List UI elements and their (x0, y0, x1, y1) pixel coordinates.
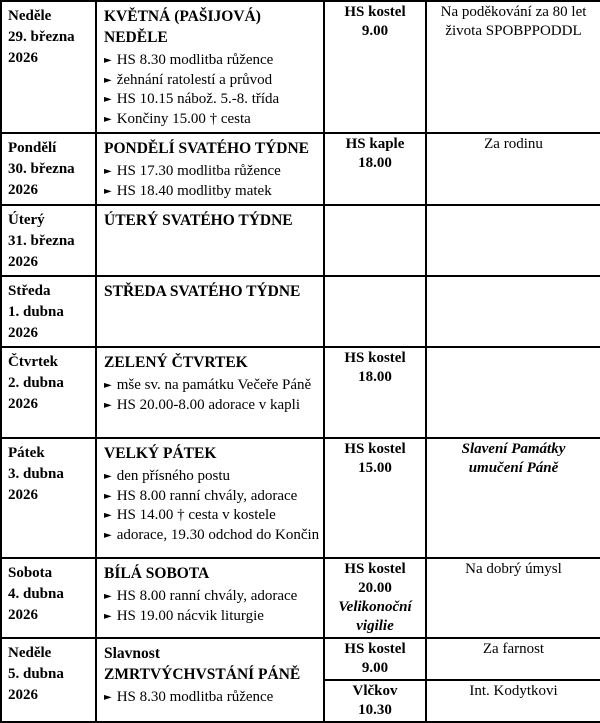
bullet-icon: ► (104, 692, 112, 703)
table-row (1, 205, 600, 276)
title-line: NEDĚLE (104, 29, 168, 46)
intention-cell (426, 438, 600, 558)
day-date: 29. března (8, 29, 75, 45)
day-name: Neděle (8, 8, 52, 24)
day-year: 2026 (8, 396, 38, 412)
feast-title (104, 352, 320, 373)
title-line: ÚTERÝ SVATÉHO TÝDNE (104, 212, 293, 229)
day-name: Neděle (8, 645, 52, 661)
intention-cell (426, 347, 600, 438)
event-item (104, 52, 320, 71)
place-line: 18.00 (358, 155, 392, 171)
day-cell (1, 558, 96, 638)
table-row (1, 558, 600, 638)
day-date: 1. dubna (8, 304, 64, 320)
description-cell (96, 558, 324, 638)
event-text: HS 20.00-8.00 adorace v kapli (116, 396, 300, 413)
event-text: HS 8.00 ranní chvály, adorace (116, 588, 298, 604)
event-text: Končiny 15.00 † cesta (116, 110, 251, 127)
place-time-cell (324, 638, 426, 680)
event-item (104, 397, 320, 416)
day-date: 3. dubna (8, 466, 64, 482)
event-text: HS 14.00 † cesta v kostele (116, 507, 276, 523)
bullet-icon: ► (104, 490, 112, 502)
event-item (104, 163, 320, 182)
day-year: 2026 (8, 687, 38, 703)
place-line: 10.30 (358, 702, 392, 718)
description-cell (96, 347, 324, 438)
table-row (1, 1, 600, 133)
place-time-cell (324, 133, 426, 205)
table-row (1, 347, 600, 438)
day-year: 2026 (8, 607, 38, 623)
day-date: 31. března (8, 233, 75, 249)
event-text: den přísného postu (116, 468, 231, 484)
event-item (104, 527, 320, 546)
place-line: HS kostel (344, 4, 406, 20)
day-date: 5. dubna (8, 666, 64, 682)
description-cell (96, 133, 324, 205)
bullet-icon: ► (104, 399, 112, 411)
place-line: 9.00 (361, 660, 389, 676)
day-year: 2026 (8, 50, 38, 66)
event-item (104, 488, 320, 507)
intention-cell (426, 1, 600, 133)
place-line: 18.00 (358, 369, 392, 385)
feast-title (104, 6, 320, 48)
event-item (104, 183, 320, 202)
place-line: HS kostel (344, 641, 406, 657)
day-date: 30. března (8, 161, 75, 177)
place-line: 15.00 (358, 460, 392, 476)
table-row (1, 133, 600, 205)
place-time-cell (324, 1, 426, 133)
day-cell (1, 1, 96, 133)
bullet-icon: ► (104, 113, 112, 125)
place-note: Velikonoční vigilie (338, 599, 412, 634)
day-name: Sobota (8, 565, 53, 581)
description-cell (96, 1, 324, 133)
description-cell (96, 276, 324, 347)
feast-title (104, 443, 320, 464)
place-line: HS kaple (345, 136, 405, 152)
title-line: STŘEDA SVATÉHO TÝDNE (104, 283, 301, 300)
place-time-cell (324, 276, 426, 347)
day-cell (1, 438, 96, 558)
place-line: HS kostel (344, 561, 406, 577)
place-line: 9.00 (361, 23, 389, 39)
table-row (1, 276, 600, 347)
feast-title (104, 138, 320, 159)
event-item (104, 468, 320, 487)
day-cell (1, 638, 96, 722)
event-item (104, 377, 320, 396)
event-text: adorace, 19.30 odchod do Končin (116, 526, 320, 543)
day-name: Čtvrtek (8, 354, 58, 370)
day-year: 2026 (8, 325, 38, 341)
day-year: 2026 (8, 487, 38, 503)
bullet-icon: ► (104, 529, 112, 541)
intention-cell (426, 558, 600, 638)
day-year: 2026 (8, 182, 38, 198)
event-text: HS 8.30 modlitba růžence (116, 52, 274, 68)
event-item (104, 588, 320, 607)
event-text: HS 8.30 modlitba růžence (116, 689, 274, 705)
place-line: HS kostel (344, 441, 406, 457)
intention-text: Na dobrý úmysl (465, 561, 562, 577)
intention-cell (426, 638, 600, 680)
day-date: 2. dubna (8, 375, 64, 391)
event-item (104, 689, 320, 708)
feast-title (104, 563, 320, 584)
bullet-icon: ► (104, 591, 112, 602)
feast-title (104, 643, 320, 685)
bullet-icon: ► (104, 510, 112, 521)
day-name: Pondělí (8, 140, 57, 156)
intention-text: Int. Kodytkovi (469, 683, 558, 699)
event-item (104, 91, 320, 110)
intention-cell (426, 133, 600, 205)
place-line: 20.00 (358, 580, 392, 596)
event-text: HS 8.00 ranní chvály, adorace (116, 487, 298, 504)
title-line: ZMRTVÝCHVSTÁNÍ PÁNĚ (104, 666, 301, 683)
event-text: HS 19.00 nácvik liturgie (116, 607, 264, 624)
table-row (1, 438, 600, 558)
event-text: HS 17.30 modlitba růžence (116, 163, 281, 179)
feast-title (104, 210, 320, 231)
event-text: mše sv. na památku Večeře Páně (116, 377, 312, 393)
intention-cell (426, 276, 600, 347)
intention-cell (426, 205, 600, 276)
bullet-icon: ► (104, 185, 112, 197)
title-line: KVĚTNÁ (PAŠIJOVÁ) (104, 8, 261, 25)
day-name: Středa (8, 283, 51, 299)
place-time-cell (324, 205, 426, 276)
intention-text: Na poděkování za 80 let života SPOBPPODDL (440, 4, 587, 39)
event-text: žehnání ratolestí a průvod (116, 71, 273, 88)
day-name: Pátek (8, 445, 45, 461)
intention-text: Za farnost (482, 641, 545, 657)
day-cell (1, 276, 96, 347)
day-date: 4. dubna (8, 586, 64, 602)
intention-text: Slavení Památky umučení Páně (461, 441, 566, 476)
day-year: 2026 (8, 254, 38, 270)
event-item (104, 507, 320, 526)
title-line: ZELENÝ ČTVRTEK (104, 354, 248, 371)
intention-cell (426, 680, 600, 722)
event-item (104, 111, 320, 130)
title-line: BÍLÁ SOBOTA (104, 565, 210, 582)
place-line: HS kostel (344, 350, 406, 366)
bullet-icon: ► (104, 55, 112, 66)
day-name: Úterý (8, 212, 45, 228)
feast-title (104, 281, 320, 302)
bullet-icon: ► (104, 471, 112, 482)
place-time-cell (324, 347, 426, 438)
bullet-icon: ► (104, 74, 112, 86)
title-line: Slavnost (104, 645, 160, 662)
event-item (104, 72, 320, 91)
day-cell (1, 205, 96, 276)
event-text: HS 10.15 nábož. 5.-8. třída (116, 91, 280, 107)
description-cell (96, 638, 324, 722)
place-time-cell (324, 438, 426, 558)
bullet-icon: ► (104, 94, 112, 105)
day-cell (1, 347, 96, 438)
event-item (104, 608, 320, 627)
bullet-icon: ► (104, 380, 112, 391)
bullet-icon: ► (104, 166, 112, 177)
table-row (1, 638, 600, 680)
event-text: HS 18.40 modlitby matek (116, 182, 272, 199)
day-cell (1, 133, 96, 205)
place-time-cell (324, 558, 426, 638)
place-time-cell (324, 680, 426, 722)
title-line: PONDĚLÍ SVATÉHO TÝDNE (104, 140, 309, 157)
title-line: VELKÝ PÁTEK (104, 445, 217, 462)
description-cell (96, 205, 324, 276)
place-line: Vlčkov (352, 683, 398, 699)
intention-text: Za rodinu (484, 136, 543, 152)
description-cell (96, 438, 324, 558)
bullet-icon: ► (104, 610, 112, 622)
